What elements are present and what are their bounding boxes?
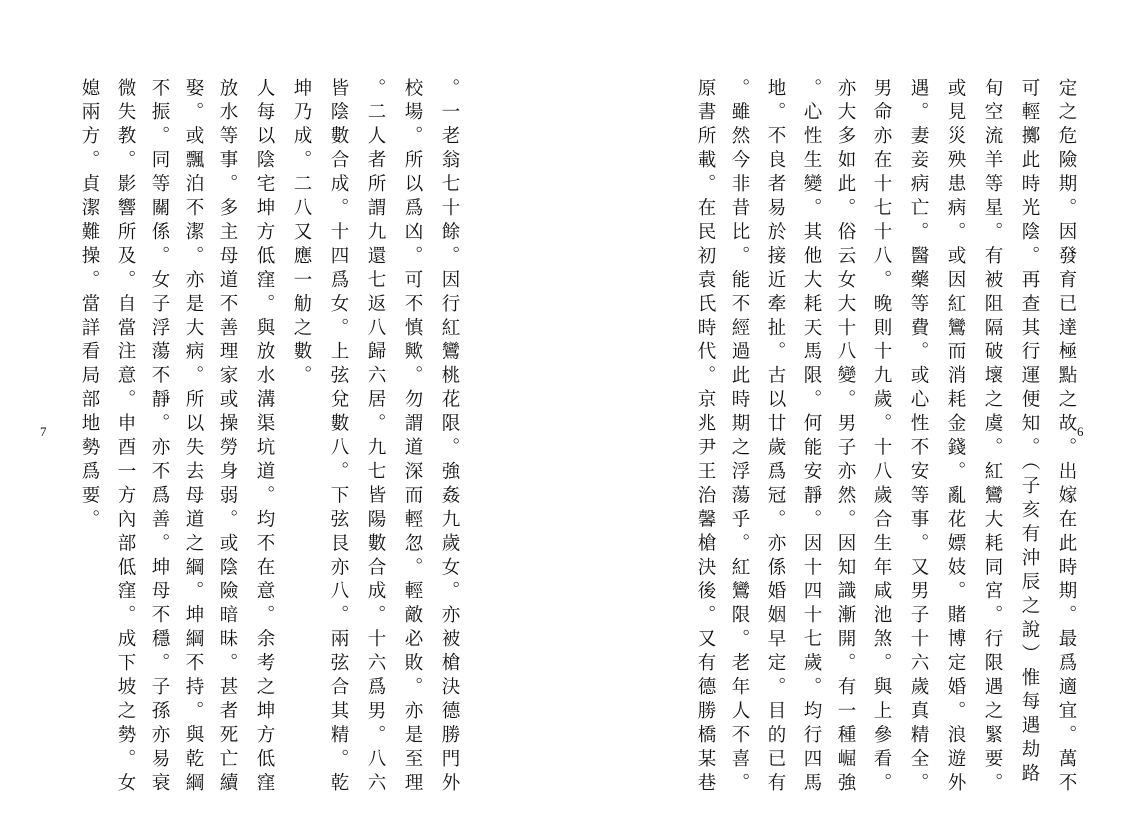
text-column-5: 遇。妻妾病亡。醫藥等費。或心性不安等事。又男子十六歲真精全。 — [908, 78, 929, 797]
text-column-10: 。雖然今非昔比。能不經過此時期之浮蕩乎。紅鸞限。老年人不喜。 — [729, 78, 750, 797]
text-column-7: 亦大多如此。俗云女大十八變。男子亦然。因知識漸開。有一種崛強 — [835, 78, 856, 797]
text-column-5: 坤乃成。二八又應一觔之數。 — [291, 78, 312, 390]
text-column-3: 旬空流羊等星。有被阻隔破壞之虞。紅鸞大耗同宮。行限遇之緊要。 — [982, 78, 1003, 797]
text-column-6: 人每以陰宅坤方低窪。與放水溝渠坑道。均不在意。余考之坤方低窪 — [254, 78, 275, 797]
text-column-8: 娶。或飄泊不潔。亦是大病。所以失去母道之綱。坤綱不持。與乾綱 — [183, 78, 204, 797]
left-page — [0, 0, 572, 823]
text-column-10: 微失教。影響所及。自當注意。申酉一方內部低窪。成下坡之勢。女 — [115, 78, 136, 797]
text-column-11: 媳兩方。貞潔難操。當詳看局部地勢爲要。 — [79, 78, 100, 534]
text-column-1: 。一老翁七十餘。因行紅鸞桃花限。強姦九歲女。亦被槍決德勝門外 — [439, 78, 460, 797]
right-page — [572, 0, 1145, 823]
text-column-4: 皆陰數合成。十四爲女。上弦兌數八。下弦艮亦八。兩弦合其精。乾 — [328, 78, 349, 797]
text-column-8: 。心性生變。其他大耗天馬限。何能安靜。因十四十七歲。均行四馬 — [801, 78, 822, 797]
text-column-4: 或見災殃患病。或因紅鸞而消耗金錢。亂花嫖妓。賭博定婚。浪遊外 — [945, 78, 966, 797]
page-number: 7 — [40, 424, 47, 439]
text-column-2: 校場。所以爲凶。可不慎歟。勿謂道深而輕忽。輕敵必敗。亦是至理 — [402, 78, 423, 797]
text-column-2: 可輕擲此時光陰。再查其行運便知。（子亥有沖辰之說）惟每遇劫路 — [1019, 78, 1040, 788]
text-column-3: 。二人者所謂九還七返八歸六居。九七皆陽數合成。十六爲男。八六 — [365, 78, 386, 797]
text-column-9: 不振。同等關係。女子浮蕩不靜。亦不爲善。坤母不穩。子孫亦易衰 — [149, 78, 170, 797]
text-column-6: 男命亦在十七十八。晚則十九歲。十八歲合生年咸池煞。與上參看。 — [871, 78, 892, 797]
text-column-1: 定之危險期。因發育已達極點之故。出嫁在此時期。最爲適宜。萬不 — [1056, 78, 1077, 797]
page-number: 6 — [1077, 424, 1084, 439]
text-column-11: 原書所載。在民初袁氏時代。京兆尹王治馨槍決後。又有德勝橋某巷 — [695, 78, 716, 797]
text-column-9: 地。不良者易於接近牽扯。古以廿歲爲冠。亦係婚姻早定。目的已有 — [765, 78, 786, 797]
text-column-7: 放水等事。多主母道不善理家或操勞身弱。或陰險暗昧。甚者死亡續 — [217, 78, 238, 797]
